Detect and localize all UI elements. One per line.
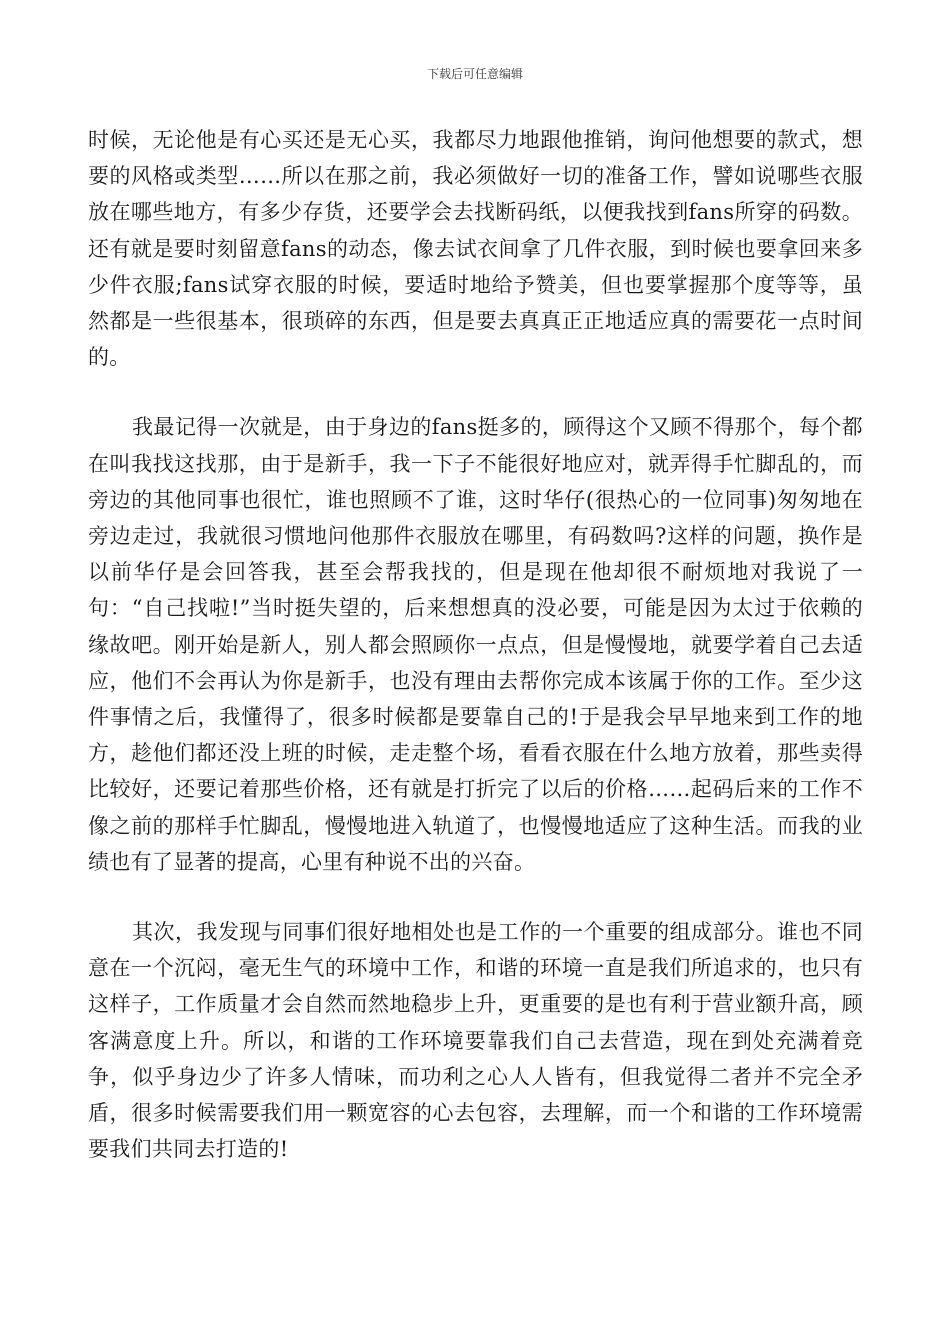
document-body	[88, 122, 863, 1167]
page-header-note: 下载后可任意编辑	[426, 67, 523, 81]
paragraph-colleagues: 其次，我发现与同事们很好地相处也是工作的一个重要的组成部分。谁也不同意在一个沉闷，毫无生气的环境中工作，和谐的环境一直是我们所追求的，也只有这样子，工作质量才会自然而然地稳步上升，更重要的是也有利于营业额升高，顾客满意度上升。所以，和谐的工作环境要靠我们自己去营造，现在到处充满着竞争，似乎身边少了许多人情味，而功利之心人人皆有，但我觉得二者并不完全矛盾，很多时候需要我们用一颗宽容的心去包容，去理解，而一个和谐的工作环境需要我们共同去打造的!	[88, 920, 863, 1162]
paragraph-gap	[88, 375, 863, 409]
paragraph-continuation: 时候，无论他是有心买还是无心买，我都尽力地跟他推销，询问他想要的款式，想要的风格或类型……所以在那之前，我必须做好一切的准备工作，譬如说哪些衣服放在哪些地方，有多少存货，还要学会去找断码纸，以便我找到fans所穿的码数。还有就是要时刻留意fans的动态，像去试衣间拿了几件衣服，到时候也要拿回来多少件衣服;fans试穿衣服的时候，要适时地给予赞美，但也要掌握那个度等等，虽然都是一些很基本，很琐碎的东西，但是要去真真正正地适应真的需要花一点时间的。	[88, 128, 863, 370]
paragraph-gap	[88, 880, 863, 914]
paragraph-experience: 我最记得一次就是，由于身边的fans挺多的，顾得这个又顾不得那个，每个都在叫我找这找那，由于是新手，我一下子不能很好地应对，就弄得手忙脚乱的，而旁边的其他同事也很忙，谁也照顾不了谁，这时华仔(很热心的一位同事)匆匆地在旁边走过，我就很习惯地问他那件衣服放在哪里，有码数吗?这样的问题，换作是以前华仔是会回答我，甚至会帮我找的，但是现在他却很不耐烦地对我说了一句：“自己找啦!”当时挺失望的，后来想想真的没必要，可能是因为太过于依赖的缘故吧。刚开始是新人，别人都会照顾你一点点，但是慢慢地，就要学着自己去适应，他们不会再认为你是新手，也没有理由去帮你完成本该属于你的工作。至少这件事情之后，我懂得了，很多时候都是要靠自己的!于是我会早早地来到工作的地方，趁他们都还没上班的时候，走走整个场，看看衣服在什么地方放着，那些卖得比较好，还要记着那些价格，还有就是打折完了以后的价格……起码后来的工作不像之前的那样手忙脚乱，慢慢地进入轨道了，也慢慢地适应了这种生活。而我的业绩也有了显著的提高，心里有种说不出的兴奋。	[88, 415, 863, 874]
